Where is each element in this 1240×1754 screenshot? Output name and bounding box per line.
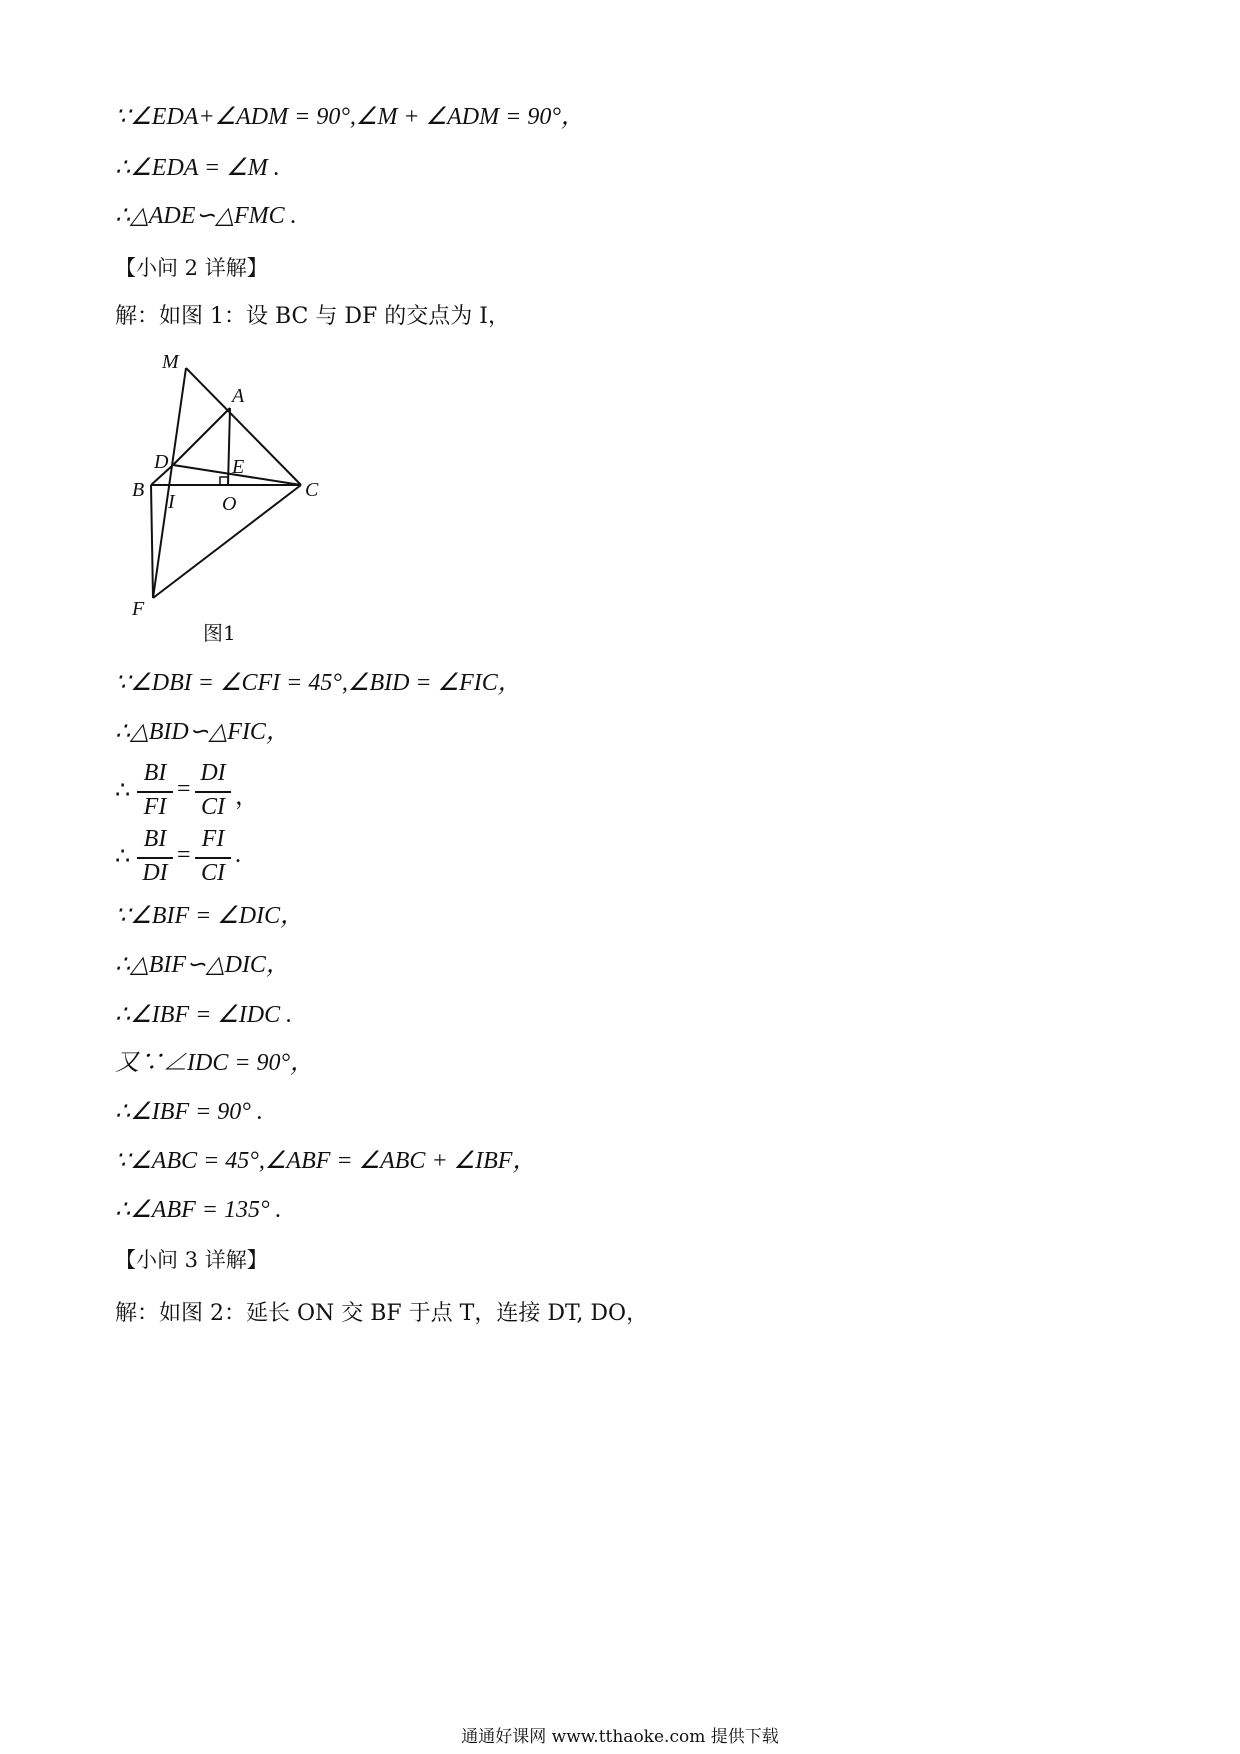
punctuation: . bbox=[235, 842, 241, 868]
denominator: CI bbox=[201, 860, 225, 886]
fraction-bar bbox=[137, 857, 173, 859]
fraction-bar bbox=[195, 791, 231, 793]
line-4: 解：如图 1：设 BC 与 DF 的交点为 I， bbox=[115, 304, 510, 329]
line-13: ∴∠IBF = 90° . bbox=[115, 1099, 263, 1125]
numerator: BI bbox=[143, 760, 167, 786]
denominator: CI bbox=[201, 794, 225, 820]
therefore-symbol: ∴ bbox=[115, 778, 131, 804]
numerator: FI bbox=[201, 826, 225, 852]
punctuation: ， bbox=[235, 784, 259, 810]
footer-watermark: 通通好课网 www.tthaoke.com 提供下载 bbox=[461, 1727, 779, 1747]
section-heading-2: 【小问 2 详解】 bbox=[115, 256, 268, 280]
label-F: F bbox=[132, 598, 145, 620]
label-I: I bbox=[168, 491, 175, 513]
line-11: ∴∠IBF = ∠IDC . bbox=[115, 1002, 293, 1028]
equals-sign: = bbox=[177, 842, 191, 868]
equals-sign: = bbox=[177, 776, 191, 802]
fraction-bar bbox=[195, 857, 231, 859]
denominator: DI bbox=[142, 860, 168, 886]
denominator: FI bbox=[143, 794, 167, 820]
label-A: A bbox=[232, 385, 245, 407]
line-14: ∵∠ABC = 45°,∠ABF = ∠ABC + ∠IBF， bbox=[115, 1148, 537, 1174]
line-16: 解：如图 2：延长 ON 交 BF 于点 T，连接 DT, DO， bbox=[115, 1301, 649, 1326]
line-15: ∴∠ABF = 135° . bbox=[115, 1197, 282, 1223]
numerator: DI bbox=[200, 760, 226, 786]
line-1: ∵∠EDA+∠ADM = 90°,∠M + ∠ADM = 90°， bbox=[115, 104, 585, 130]
line-6: ∴△BID∽△FIC， bbox=[115, 719, 290, 745]
geometry-figure-1 bbox=[118, 350, 358, 660]
fraction-equation-1 bbox=[115, 760, 315, 824]
label-O: O bbox=[222, 493, 237, 515]
label-B: B bbox=[132, 479, 145, 501]
numerator: BI bbox=[143, 826, 167, 852]
line-9: ∵∠BIF = ∠DIC， bbox=[115, 903, 305, 929]
line-2: ∴∠EDA = ∠M . bbox=[115, 155, 280, 181]
fraction-bar bbox=[137, 791, 173, 793]
line-3: ∴△ADE∽△FMC . bbox=[115, 203, 297, 229]
label-M: M bbox=[162, 351, 179, 373]
label-C: C bbox=[305, 479, 319, 501]
label-E: E bbox=[232, 456, 245, 478]
fraction-equation-2 bbox=[115, 826, 315, 890]
label-D: D bbox=[154, 451, 169, 473]
section-heading-3: 【小问 3 详解】 bbox=[115, 1248, 268, 1272]
line-12: 又∵∠IDC = 90°， bbox=[115, 1050, 315, 1076]
line-5: ∵∠DBI = ∠CFI = 45°,∠BID = ∠FIC， bbox=[115, 670, 522, 696]
line-10: ∴△BIF∽△DIC， bbox=[115, 952, 290, 978]
therefore-symbol: ∴ bbox=[115, 844, 131, 870]
figure-caption: 图1 bbox=[203, 621, 236, 645]
